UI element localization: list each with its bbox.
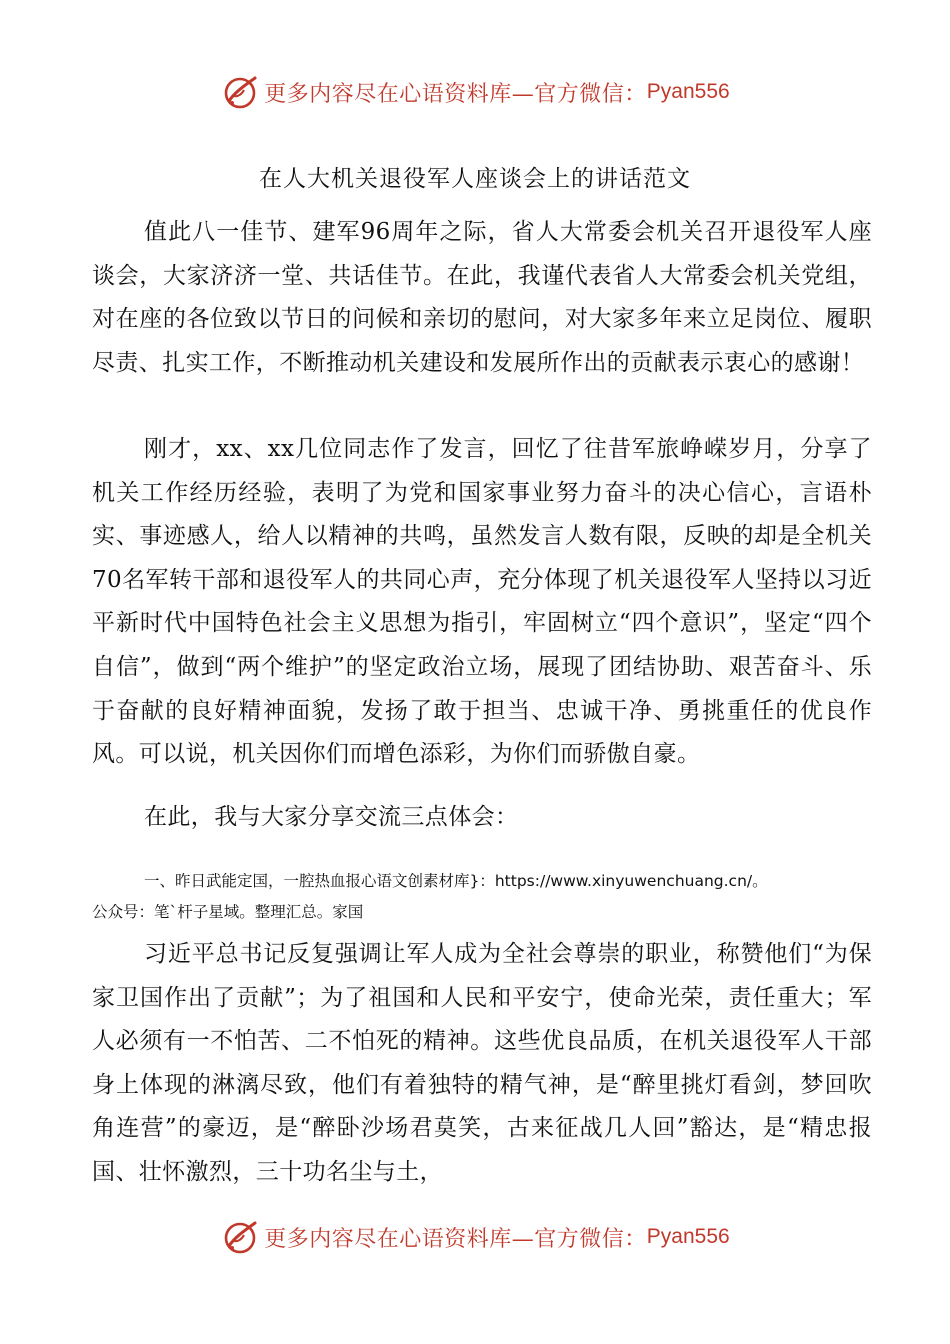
document-title: 在人大机关退役军人座谈会上的讲话范文	[259, 166, 691, 192]
paragraph-4-block	[92, 933, 872, 1195]
paragraph-3-block	[92, 796, 872, 840]
footer-banner[interactable]	[0, 1215, 950, 1259]
paragraph-2-block	[92, 428, 872, 777]
banner-wechat-id[interactable]: Pyan556	[646, 80, 730, 103]
section-heading	[92, 866, 892, 928]
paragraph: 值此八一佳节、建军96周年之际，省人大常委会机关召开退役军人座谈会，大家济济一堂、共话佳节。在此，我谨代表省人大常委会机关党组，对在座的各位致以节日的问候和亲切的慰问，对大家多年来立足岗位、履职尽责、扎实工作，不断推动机关建设和发展所作出的贡献表示衷心的感谢！	[92, 219, 872, 376]
pen-swirl-logo-icon	[220, 1217, 260, 1257]
paragraph-1-block	[92, 211, 872, 385]
section-heading-line-1: 一、昨日武能定国，一腔热血报心语文创素材库}：https://www.xinyuwenchuang.cn/。	[144, 872, 768, 890]
pen-swirl-logo-icon	[220, 72, 260, 112]
paragraph: 刚才，xx、xx几位同志作了发言，回忆了往昔军旅峥嵘岁月，分享了机关工作经历经验，表明了为党和国家事业努力奋斗的决心信心，言语朴实、事迹感人，给人以精神的共鸣，虽然发言人数有限，反映的却是全机关70名军转干部和退役军人的共同心声，充分体现了机关退役军人坚持以习近平新时代中国特色社会主义思想为指引，牢固树立“四个意识”，坚定“四个自信”，做到“两个维护”的坚定政治立场，展现了团结协助、艰苦奋斗、乐于奋献的良好精神面貌，发扬了敢于担当、忠诚干净、勇挑重任的优良作风。可以说，机关因你们而增色添彩，为你们而骄傲自豪。	[92, 436, 872, 768]
section-heading-line-2: 公众号：笔`杆子星域。整理汇总。家国	[92, 903, 364, 921]
banner-text: 更多内容尽在心语资料库—官方微信：	[264, 1226, 647, 1252]
paragraph: 习近平总书记反复强调让军人成为全社会尊崇的职业，称赞他们“为保家卫国作出了贡献”；为了祖国和人民和平安宁，使命光荣，责任重大；军人必须有一不怕苦、二不怕死的精神。这些优良品质，在机关退役军人干部身上体现的淋漓尽致，他们有着独特的精气神，是“醉里挑灯看剑，梦回吹角连营”的豪迈，是“醉卧沙场君莫笑，古来征战几人回”豁达，是“精忠报国、壮怀激烈，三十功名尘与土，	[92, 941, 872, 1185]
banner-wechat-id[interactable]: Pyan556	[646, 1225, 730, 1248]
banner-text: 更多内容尽在心语资料库—官方微信：	[264, 81, 647, 107]
paragraph: 在此，我与大家分享交流三点体会：	[144, 804, 519, 830]
header-banner[interactable]	[0, 70, 950, 114]
